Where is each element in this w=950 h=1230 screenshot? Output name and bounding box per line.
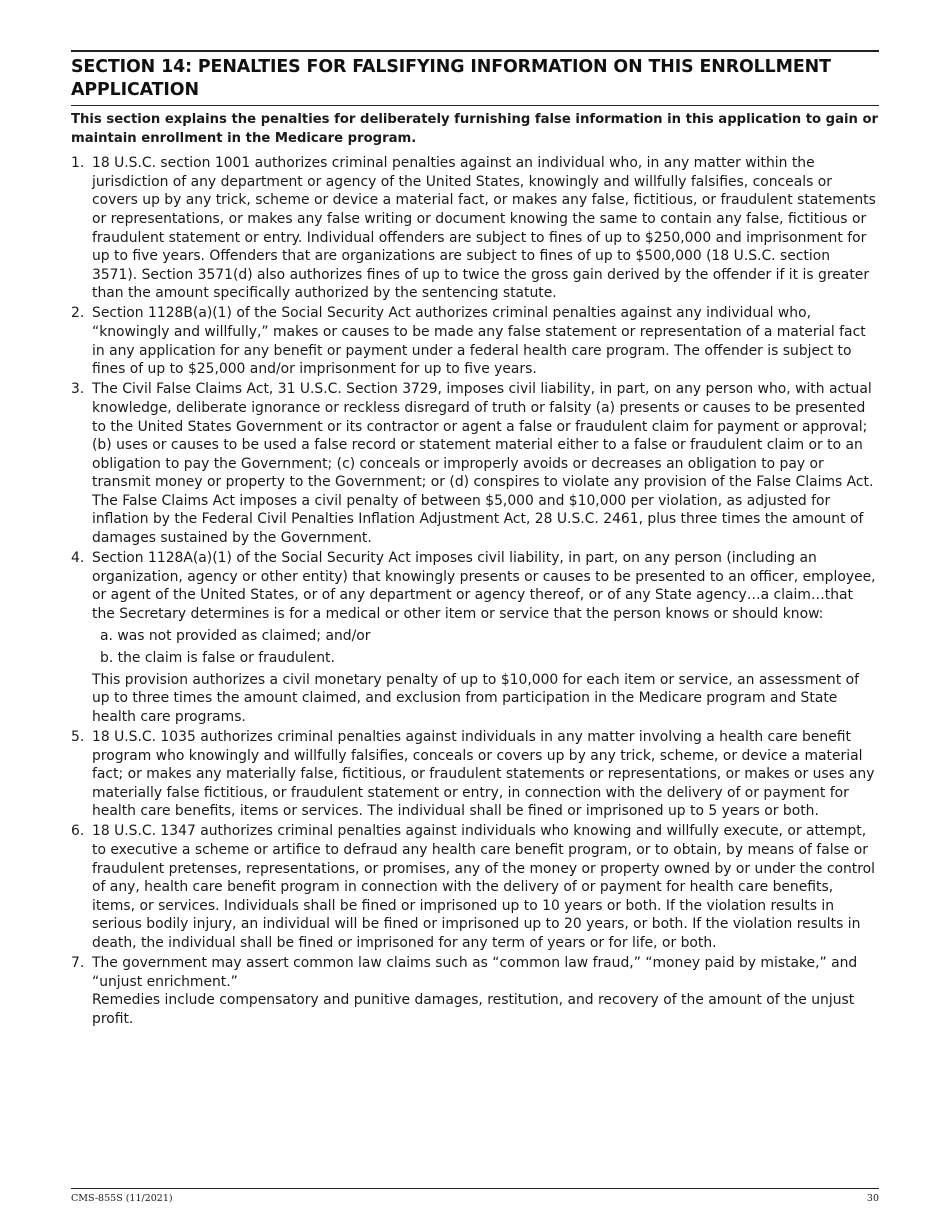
item-number: 4. bbox=[71, 550, 85, 567]
intro-text: This section explains the penalties for deliberately furnishing false information in this application to gain or maintain enrollment in the Medicare program. bbox=[71, 112, 879, 146]
item-number: 7. bbox=[71, 955, 85, 972]
item-number: 3. bbox=[71, 381, 85, 398]
sub-item: b. the claim is false or fraudulent. bbox=[100, 649, 335, 666]
item-text: The Civil False Claims Act, 31 U.S.C. Section 3729, imposes civil liability, in part, on any person who, with actual knowledge, deliberate ignorance or reckless disregard of truth or falsity (a) presents or causes to be presented to the United States Government or its contractor or agent a false or fraudulent claim for payment or approval; (b) uses or causes to be used a false record or statement material either to a false or fraudulent claim or to an obligation to pay the Government; (c) conceals or improperly avoids or decreases an obligation to pay or transmit money or property to the Government; or (d) conspires to violate any provision of the False Claims Act. The False Claims Act imposes a civil penalty of between $5,000 and $10,000 per violation, as adjusted for inflation by the Federal Civil Penalties Inflation Adjustment Act, 28 U.S.C. 2461, plus three times the amount of damages sustained by the Government. bbox=[92, 381, 874, 547]
item-text: 18 U.S.C. 1035 authorizes criminal penalties against individuals in any matter involving a health care benefit program who knowingly and willfully falsifies, conceals or covers up by any trick, scheme, or device a material fact; or makes any materially false, fictitious, or fraudulent statements or representations, or makes or uses any materially false fictitious, or fraudulent statement or entry, in connection with the delivery of or payment for health care benefits, items or services. The individual shall be fined or imprisoned up to 5 years or both. bbox=[92, 729, 875, 820]
page-footer bbox=[71, 1188, 879, 1204]
item-text: 18 U.S.C. section 1001 authorizes criminal penalties against an individual who, in any matter within the jurisdiction of any department or agency of the United States, knowingly and willfully falsifies, conceals or covers up by any trick, scheme or device a material fact, or makes any false, fictitious, or fraudulent statements or representations, or makes any false writing or document knowing the same to contain any false, fictitious or fraudulent statement or entry. Individual offenders are subject to fines of up to $250,000 and imprisonment for up to five years. Offenders that are organizations are subject to fines of up to $500,000 (18 U.S.C. section 3571). Section 3571(d) also authorizes fines of up to twice the gross gain derived by the offender if it is greater than the amount specifically authorized by the sentencing statute. bbox=[92, 155, 876, 302]
heading-rule bbox=[71, 105, 879, 106]
form-number: CMS-855S (11/2021) bbox=[71, 1193, 173, 1204]
list-item bbox=[71, 954, 879, 1028]
top-rule bbox=[71, 50, 879, 52]
sub-item: a. was not provided as claimed; and/or bbox=[100, 627, 371, 644]
item-text: Section 1128A(a)(1) of the Social Security Act imposes civil liability, in part, on any person (including an organization, agency or other entity) that knowingly presents or causes to be presented to an officer, employee, or agent of the United States, or of any department or agency thereof, or of any State agency…a claim…that the Secretary determines is for a medical or other item or service that the person knows or should know: bbox=[92, 550, 876, 622]
item-text: The government may assert common law claims such as “common law fraud,” “money paid by mistake,” and “unjust enrichment.” bbox=[92, 955, 858, 990]
document-page bbox=[71, 50, 879, 1030]
item-number: 5. bbox=[71, 729, 85, 745]
sub-list bbox=[92, 627, 879, 668]
item-followup-text: Remedies include compensatory and punitive damages, restitution, and recovery of the amount of the unjust profit. bbox=[92, 992, 855, 1027]
item-followup-text: This provision authorizes a civil monetary penalty of up to $10,000 for each item or service, an assessment of up to three times the amount claimed, and exclusion from participation in the Medicare program and State health care programs. bbox=[92, 671, 859, 725]
item-text: Section 1128B(a)(1) of the Social Security Act authorizes criminal penalties against any individual who, “knowingly and willfully,” makes or causes to be made any false statement or representation of a material fact in any application for any benefit or payment under a federal health care program. The offender is subject to fines of up to $25,000 and/or imprisonment for up to five years. bbox=[92, 305, 866, 378]
list-item bbox=[71, 304, 879, 378]
section-heading: SECTION 14: PENALTIES FOR FALSIFYING INFORMATION ON THIS ENROLLMENT APPLICATION bbox=[71, 57, 831, 100]
list-item bbox=[71, 822, 879, 952]
list-item bbox=[71, 549, 879, 726]
list-item bbox=[71, 154, 879, 303]
item-text: 18 U.S.C. 1347 authorizes criminal penalties against individuals who knowing and willfully execute, or attempt, to executive a scheme or artifice to defraud any health care benefit program, or to obtain, by means of false or fraudulent pretenses, representations, or promises, any of the money or property owned by or under the control of any, health care benefit program in connection with the delivery of or payment for health care benefits, items, or services. Individuals shall be fined or imprisoned up to 10 years or both. If the violation results in serious bodily injury, an individual will be fined or imprisoned up to 20 years, or both. If the violation results in death, the individual shall be fined or imprisoned for any term of years or for life, or both. bbox=[92, 823, 876, 952]
page-number: 30 bbox=[866, 1193, 879, 1204]
item-number: 2. bbox=[71, 305, 85, 322]
list-item bbox=[71, 380, 879, 547]
penalties-list bbox=[71, 154, 879, 1028]
list-item bbox=[71, 728, 879, 821]
item-number: 6. bbox=[71, 823, 85, 840]
item-number: 1. bbox=[71, 155, 85, 172]
